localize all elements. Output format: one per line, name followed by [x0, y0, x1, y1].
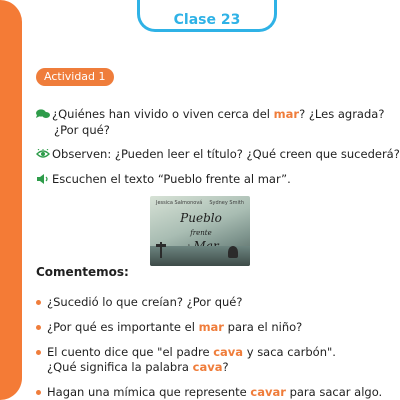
- prompt-text: ¿Quiénes han vivido o viven cerca del: [52, 107, 274, 121]
- question-text: para el niño?: [223, 320, 303, 334]
- highlight-word: cava: [213, 345, 244, 359]
- list-item: [36, 344, 336, 360]
- prompt-text: Observen: ¿Pueden leer el título? ¿Qué creen que sucederá?: [52, 147, 400, 161]
- prompt-talk-cont: ¿Por qué?: [54, 123, 110, 137]
- bullet-dot-icon: [36, 325, 41, 330]
- highlight-word: cava: [192, 360, 223, 374]
- bullet-dot-icon: [36, 390, 41, 395]
- speaker-icon: [36, 172, 52, 188]
- section-title: Comentemos:: [36, 265, 129, 279]
- list-item: [36, 384, 382, 400]
- highlight-word: mar: [273, 107, 300, 121]
- book-author-left: Jessica Salmonová: [156, 200, 203, 206]
- activity-badge: Actividad 1: [36, 68, 114, 86]
- question-text: ?: [222, 360, 229, 374]
- question-text: y saca carbón".: [243, 345, 336, 359]
- list-item: [36, 294, 242, 310]
- eye-icon: [36, 147, 52, 163]
- question-text: ¿Qué significa la palabra: [47, 360, 193, 374]
- page-title: Clase 23: [173, 12, 241, 28]
- bullet-dot-icon: [36, 350, 41, 355]
- highlight-word: mar: [198, 320, 224, 334]
- prompt-listen: [36, 171, 291, 188]
- book-title-word: frente: [190, 229, 212, 237]
- book-title-word: Pueblo: [180, 211, 222, 225]
- question-text: El cuento dice que "el padre: [47, 345, 214, 359]
- side-stripe: [0, 0, 22, 400]
- book-author-right: Sydney Smith: [209, 200, 244, 206]
- highlight-word: cavar: [250, 385, 286, 399]
- prompt-observe: [36, 146, 400, 163]
- book-cover-image: [150, 196, 250, 266]
- prompt-text: Escuchen el texto “Pueblo frente al mar”.: [52, 172, 291, 186]
- list-item-cont: [36, 359, 229, 375]
- question-text: Hagan una mímica que represente: [47, 385, 251, 399]
- question-text: ¿Sucedió lo que creían? ¿Por qué?: [47, 295, 243, 309]
- speech-bubbles-icon: [36, 107, 52, 123]
- book-authors: [156, 200, 244, 206]
- question-text: ¿Por qué es importante el: [47, 320, 199, 334]
- bullet-dot-icon: [36, 300, 41, 305]
- list-item: [36, 319, 302, 335]
- question-text: para sacar algo.: [285, 385, 383, 399]
- prompt-talk: [36, 106, 384, 123]
- signpost-shape: [160, 242, 162, 258]
- child-silhouette: [228, 246, 238, 258]
- prompt-text: ? ¿Les agrada?: [299, 107, 385, 121]
